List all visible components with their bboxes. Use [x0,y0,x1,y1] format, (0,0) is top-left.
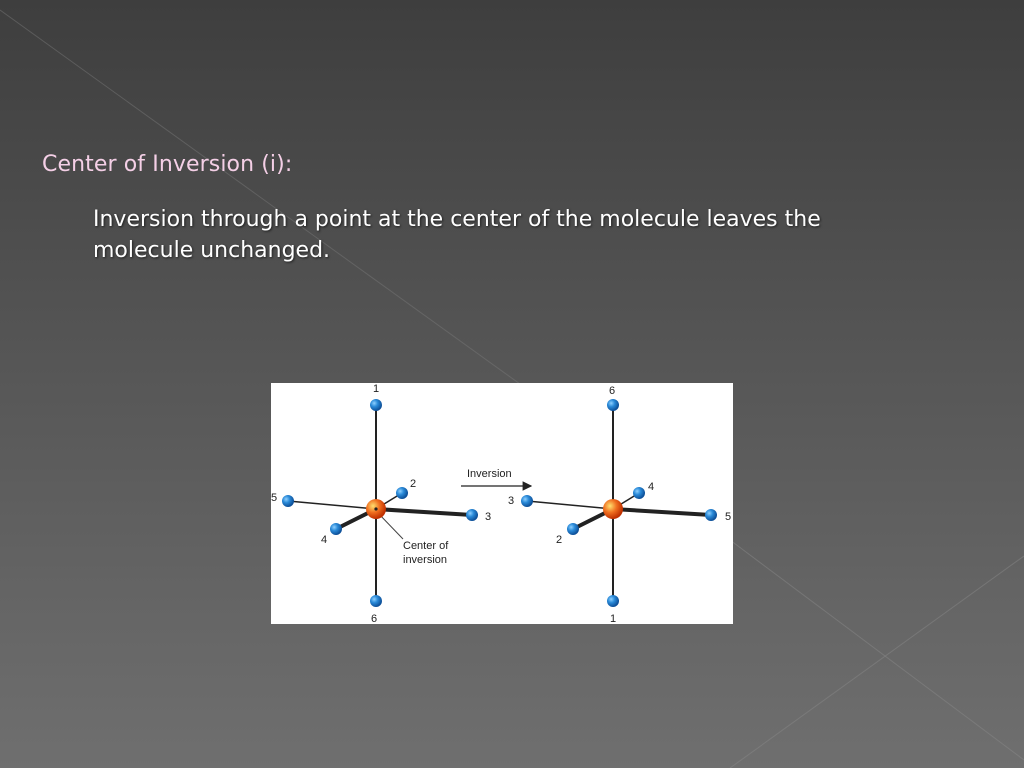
label-after-right: 5 [725,511,732,523]
atom-lower-front [567,523,579,535]
arrow-label: Inversion [467,468,512,480]
molecule-after [508,385,731,624]
inversion-point [374,507,377,510]
inversion-diagram [271,383,733,624]
label-before-right: 3 [485,511,492,523]
atom-left [521,495,533,507]
slide-heading: Center of Inversion (i): [42,152,293,177]
label-before-upper-back: 2 [410,478,417,490]
inversion-arrow [461,468,531,486]
atom-top [607,399,619,411]
label-before-top: 1 [373,383,380,395]
atom-left [282,495,294,507]
atom-upper-back [633,487,645,499]
label-after-upper-back: 4 [648,481,655,493]
label-after-bottom: 1 [610,613,617,624]
atom-right [705,509,717,521]
center-label-line1: Center of [403,540,449,552]
label-after-top: 6 [609,385,616,397]
atom-right [466,509,478,521]
label-before-lower-front: 4 [321,534,328,546]
slide-body-text: Inversion through a point at the center of the molecule leaves the molecule unchanged. [93,207,821,263]
label-after-left: 3 [508,495,515,507]
label-before-left: 5 [271,492,278,504]
atom-bottom [607,595,619,607]
molecule-before [271,383,491,624]
center-atom [603,499,623,519]
center-label-line2: inversion [403,554,448,566]
atom-upper-back [396,487,408,499]
atom-lower-front [330,523,342,535]
atom-top [370,399,382,411]
atom-bottom [370,595,382,607]
label-before-bottom: 6 [371,613,378,624]
label-after-lower-front: 2 [556,534,563,546]
